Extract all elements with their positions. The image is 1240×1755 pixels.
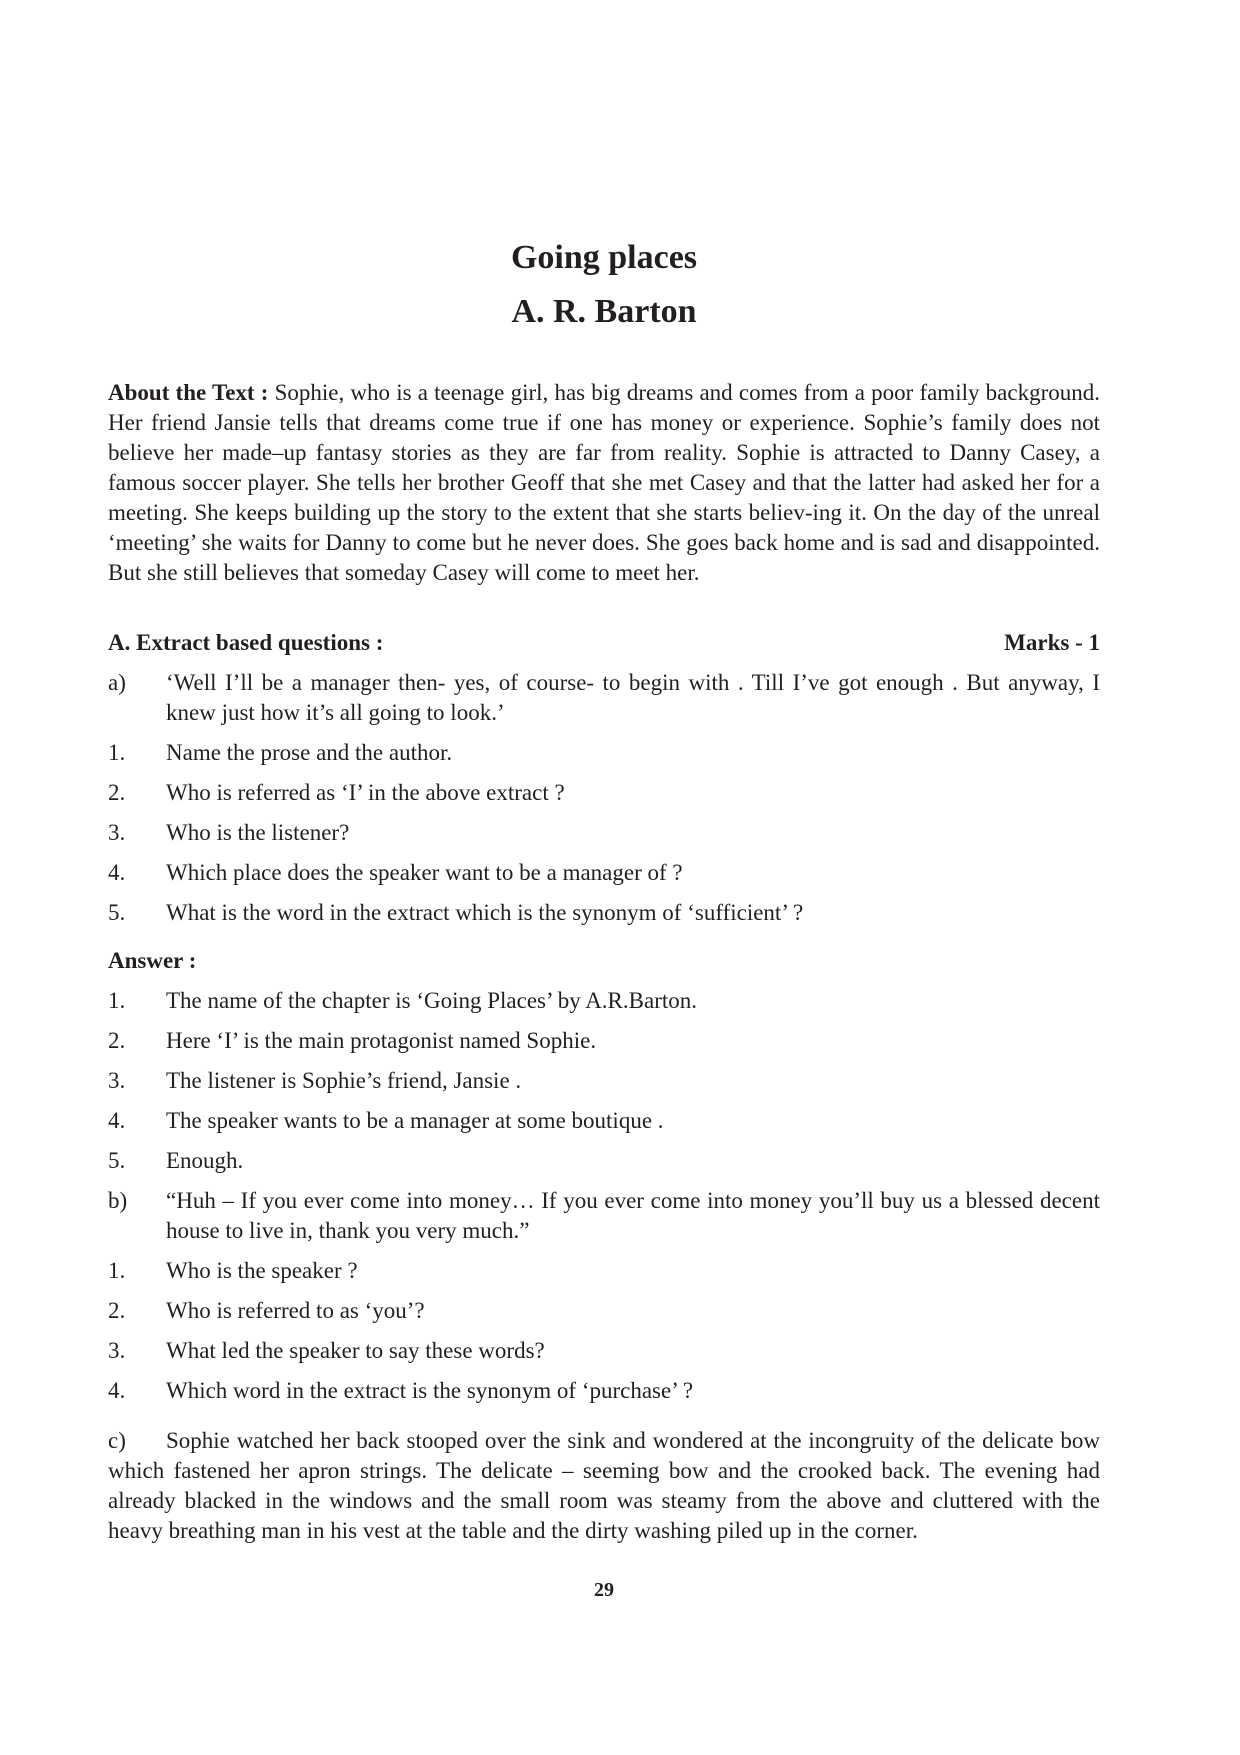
extract-a (108, 668, 1100, 728)
about-body: Sophie, who is a teenage girl, has big dreams and comes from a poor family background. Her friend Jansie tells that dreams come true if one has money or experience. Sophie’s family does not believe her made–up fantasy stories as they are far from reality. Sophie is attracted to Danny Casey, a famous soccer player. She tells her brother Geoff that she met Casey and that the latter had asked her for a meeting. She keeps building up the story to the extent that she starts believ-ing it. On the day of the unreal ‘meeting’ she waits for Danny to come but he never does. She goes back home and is sad and disappointed. But she still believes that someday Casey will come to meet her. (108, 380, 1100, 585)
extract-marker: b) (108, 1188, 128, 1213)
list-item (108, 898, 1100, 928)
list-item-text: The listener is Sophie’s friend, Jansie . (166, 1068, 522, 1093)
list-item-text: Name the prose and the author. (166, 740, 453, 765)
list-item (108, 1146, 1100, 1176)
list-item-text: Enough. (166, 1148, 244, 1173)
section-a-heading-row (108, 628, 1100, 658)
list-item-number: 2. (108, 1028, 126, 1053)
extract-text: ‘Well I’ll be a manager then- yes, of course- to begin with . Till I’ve got enough . But anyway, I knew just how it’s all going to look.’ (166, 670, 1100, 725)
list-item (108, 1256, 1100, 1286)
list-item-text: Here ‘I’ is the main protagonist named Sophie. (166, 1028, 597, 1053)
list-item-text: The name of the chapter is ‘Going Places’ by A.R.Barton. (166, 988, 697, 1013)
chapter-title: Going places (510, 239, 698, 276)
list-item (108, 738, 1100, 768)
extract-marker: a) (108, 670, 126, 695)
list-item-number: 5. (108, 1148, 126, 1173)
list-item (108, 818, 1100, 848)
list-item (108, 1106, 1100, 1136)
list-item-text: Who is the listener? (166, 820, 350, 845)
list-item-text: Which place does the speaker want to be a manager of ? (166, 860, 683, 885)
about-lead: About the Text : (108, 380, 269, 405)
list-item-number: 3. (108, 1068, 126, 1093)
list-item (108, 1336, 1100, 1366)
extract-c (108, 1426, 1100, 1546)
page-number: 29 (594, 1579, 614, 1601)
list-item-number: 1. (108, 1258, 126, 1283)
list-item (108, 1296, 1100, 1326)
list-item-number: 1. (108, 740, 126, 765)
list-item (108, 986, 1100, 1016)
list-item-text: Which word in the extract is the synonym of ‘purchase’ ? (166, 1378, 694, 1403)
list-item (108, 1066, 1100, 1096)
list-item-number: 4. (108, 860, 126, 885)
document-page (108, 0, 1100, 1755)
list-item-number: 4. (108, 1378, 126, 1403)
about-the-text (108, 378, 1100, 588)
extract-marker: c) (108, 1428, 126, 1453)
list-item (108, 858, 1100, 888)
list-item (108, 1026, 1100, 1056)
list-item-number: 2. (108, 780, 126, 805)
answer-heading: Answer : (108, 948, 197, 973)
extract-text: “Huh – If you ever come into money… If you ever come into money you’ll buy us a blessed decent house to live in, thank you very much.” (166, 1188, 1100, 1243)
chapter-author: A. R. Barton (511, 293, 697, 330)
list-item-text: Who is referred to as ‘you’? (166, 1298, 425, 1323)
extract-text: Sophie watched her back stooped over the sink and wondered at the incongruity of the delicate bow which fastened her apron strings. The delicate – seeming bow and the crooked back. The evening had already blacked in the windows and the small room was steamy from the above and cluttered with the heavy breathing man in his vest at the table and the dirty washing piled up in the corner. (108, 1428, 1100, 1543)
list-item-number: 4. (108, 1108, 126, 1133)
list-item-number: 1. (108, 988, 126, 1013)
extract-b (108, 1186, 1100, 1246)
list-item-number: 3. (108, 820, 126, 845)
list-item-number: 2. (108, 1298, 126, 1323)
list-item-text: The speaker wants to be a manager at some boutique . (166, 1108, 664, 1133)
list-item-number: 3. (108, 1338, 126, 1363)
list-item (108, 1376, 1100, 1406)
list-item-number: 5. (108, 900, 126, 925)
list-item-text: Who is referred as ‘I’ in the above extract ? (166, 780, 565, 805)
section-a-heading: A. Extract based questions : (108, 630, 384, 655)
list-item-text: What is the word in the extract which is the synonym of ‘sufficient’ ? (166, 900, 804, 925)
list-item-text: What led the speaker to say these words? (166, 1338, 545, 1363)
list-item-text: Who is the speaker ? (166, 1258, 358, 1283)
section-a-marks: Marks - 1 (1004, 630, 1100, 655)
list-item (108, 778, 1100, 808)
